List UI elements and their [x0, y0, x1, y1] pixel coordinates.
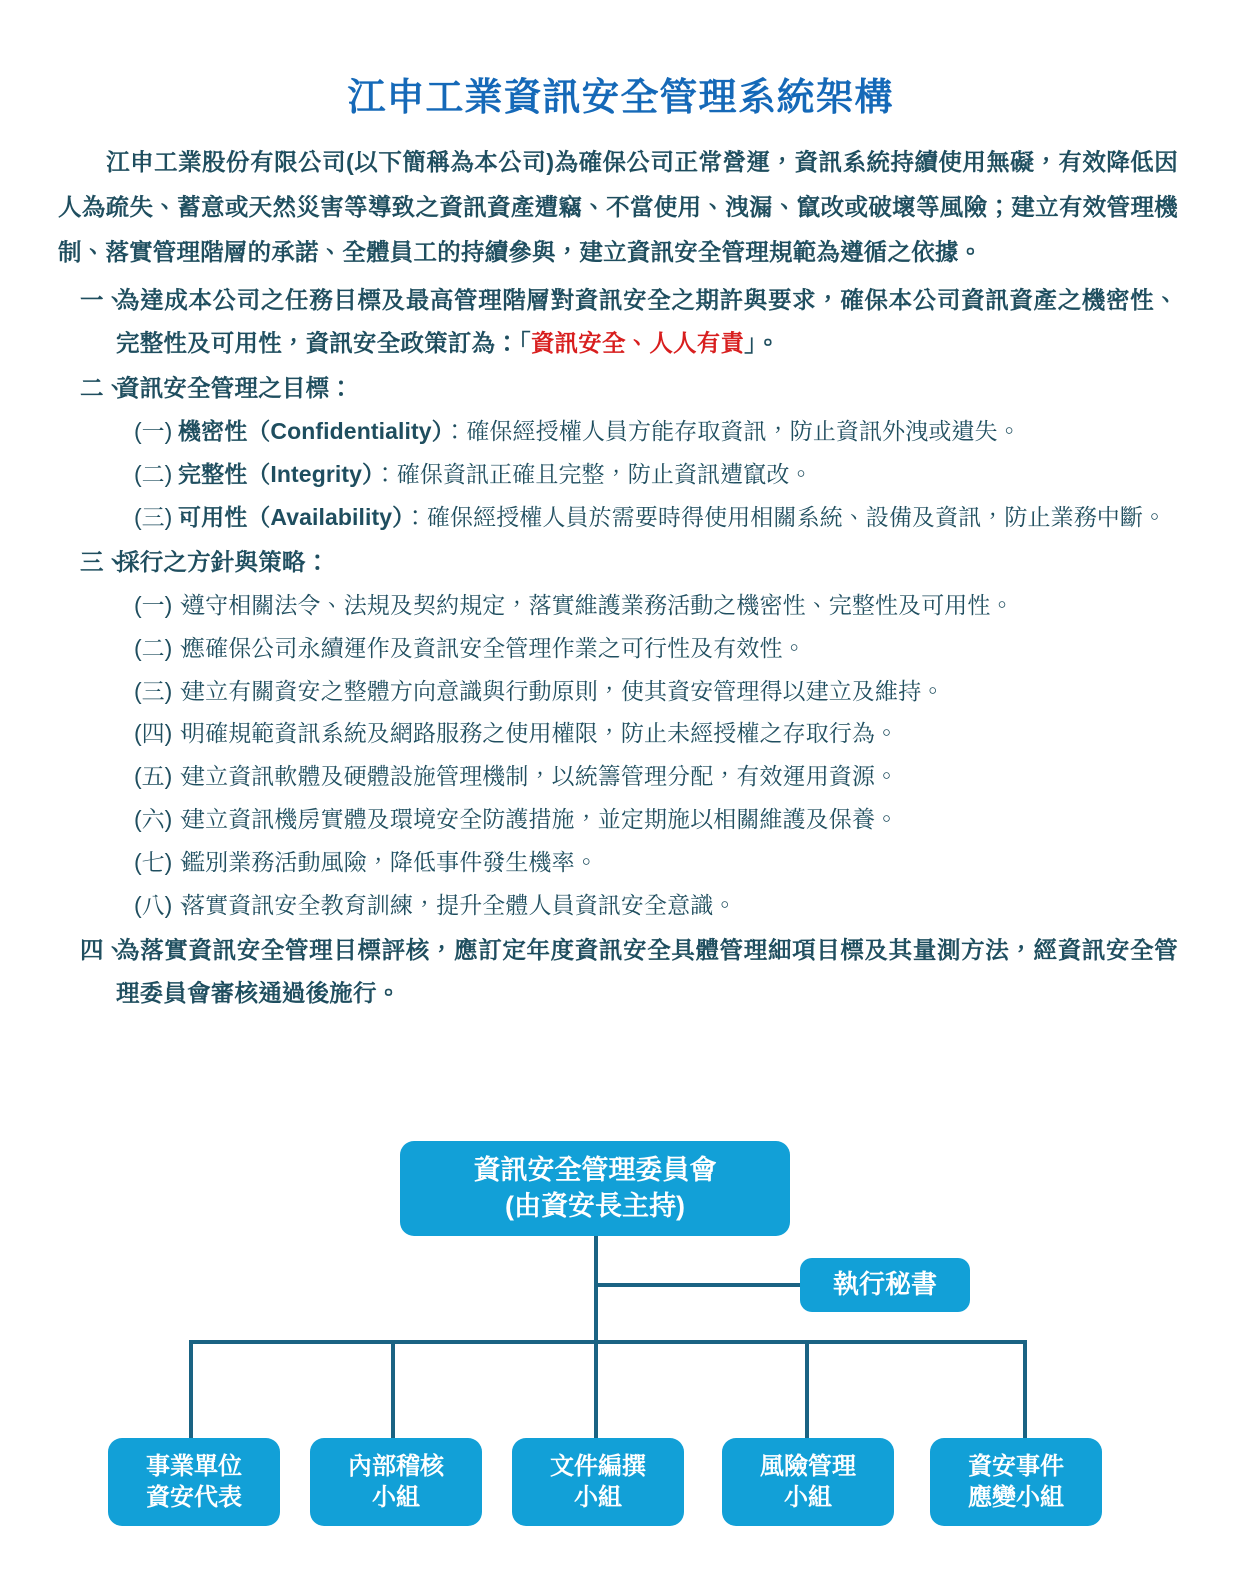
- section-3-item-4-marker: (四)、: [134, 720, 196, 747]
- connector-committee-stem: [594, 1234, 598, 1344]
- connector-drop-team-5: [1023, 1340, 1027, 1440]
- section-3-item-2: [58, 628, 1178, 670]
- section-3-item-7: [58, 842, 1178, 884]
- section-1-marker: 一、: [80, 287, 127, 314]
- section-3-item-4: [58, 713, 1178, 755]
- connector-drop-team-4: [805, 1340, 809, 1440]
- page-title: 江申工業資訊安全管理系統架構: [347, 77, 894, 119]
- section-3-item-8: [58, 885, 1178, 927]
- section-3-item-6: [58, 799, 1178, 841]
- section-3-item-5: [58, 756, 1178, 798]
- org-node-internal-audit-team: [310, 1438, 482, 1526]
- org-node-risk-management-team: [722, 1438, 894, 1526]
- section-3-item-6-text: 建立資訊機房實體及環境安全防護措施，並定期施以相關維護及保養。: [182, 806, 899, 833]
- policy-document-body: [58, 140, 1178, 1015]
- org-node-documentation-team-line1: 文件編撰: [550, 1452, 646, 1480]
- section-3-item-8-marker: (八)、: [134, 891, 196, 918]
- section-3-item-2-marker: (二)、: [134, 634, 196, 661]
- goal-availability-label: 可用性（Availability）: [178, 504, 404, 531]
- section-1: [58, 279, 1178, 365]
- section-2-item-1: [58, 411, 1178, 453]
- section-3-item-2-text: 應確保公司永續運作及資訊安全管理作業之可行性及有效性。: [182, 634, 806, 661]
- section-3-item-5-marker: (五)、: [134, 763, 196, 790]
- org-node-committee-line2: (由資安長主持): [505, 1190, 685, 1221]
- org-node-risk-management-team-line1: 風險管理: [760, 1452, 856, 1480]
- org-node-committee: [400, 1141, 790, 1236]
- section-3-item-7-text: 鑑別業務活動風險，降低事件發生機率。: [182, 849, 598, 876]
- section-3-item-3-text: 建立有關資安之整體方向意識與行動原則，使其資安管理得以建立及維持。: [182, 677, 945, 704]
- section-2-marker: 二、: [80, 375, 127, 402]
- section-3-item-1: [58, 585, 1178, 627]
- org-node-business-unit-rep: [108, 1438, 280, 1526]
- org-node-documentation-team-line2: 小組: [574, 1484, 622, 1511]
- goal-confidentiality-desc: ：確保經授權人員方能存取資訊，防止資訊外洩或遺失。: [443, 418, 1021, 445]
- org-node-internal-audit-team-line1: 內部稽核: [348, 1452, 444, 1480]
- connector-drop-team-1: [189, 1340, 193, 1440]
- intro-paragraph: 江申工業股份有限公司(以下簡稱為本公司)為確保公司正常營運，資訊系統持續使用無礙，有效降低因人為疏失、蓄意或天然災害等導致之資訊資產遭竊、不當使用、洩漏、竄改或破壞等風險；建立有效管理機制、落實管理階層的承諾、全體員工的持續參與，建立資訊安全管理規範為遵循之依據。: [58, 149, 1178, 266]
- connector-to-secretary: [594, 1283, 802, 1287]
- org-node-documentation-team: [512, 1438, 684, 1526]
- section-3-item-3: [58, 671, 1178, 713]
- connector-drop-team-2: [391, 1340, 395, 1440]
- section-2-item-3-marker: (三)、: [134, 504, 196, 531]
- connector-drop-team-3: [594, 1340, 598, 1440]
- section-2-item-1-text: [162, 411, 1178, 453]
- section-4-text: 為落實資訊安全管理目標評核，應訂定年度資訊安全具體管理細項目標及其量測方法，經資訊安全管理委員會審核通過後施行。: [116, 936, 1178, 1006]
- org-node-business-unit-rep-line1: 事業單位: [146, 1452, 242, 1480]
- org-node-executive-secretary: [800, 1258, 970, 1312]
- section-3-item-6-marker: (六)、: [134, 806, 196, 833]
- goal-availability-desc: ：確保經授權人員於需要時得使用相關系統、設備及資訊，防止業務中斷。: [403, 504, 1167, 531]
- section-2-item-1-marker: (一)、: [134, 418, 196, 445]
- section-4-marker: 四、: [80, 936, 127, 963]
- org-node-incident-response-team-line1: 資安事件: [968, 1452, 1064, 1480]
- org-node-internal-audit-team-line2: 小組: [372, 1484, 420, 1511]
- org-node-committee-line1: 資訊安全管理委員會: [473, 1155, 717, 1186]
- org-node-incident-response-team-line2: 應變小組: [968, 1484, 1064, 1511]
- section-2-item-2: [58, 454, 1178, 496]
- goal-integrity-label: 完整性（Integrity）: [178, 461, 374, 488]
- section-3-marker: 三、: [80, 548, 127, 575]
- org-node-risk-management-team-line2: 小組: [784, 1484, 832, 1511]
- section-3-item-7-marker: (七)、: [134, 849, 196, 876]
- section-2: [58, 367, 1178, 410]
- section-2-item-2-marker: (二)、: [134, 461, 196, 488]
- goal-integrity-desc: ：確保資訊正確且完整，防止資訊遭竄改。: [373, 461, 813, 488]
- section-3: [58, 541, 1178, 584]
- connector-horizontal-bus: [189, 1340, 1027, 1344]
- policy-slogan: 資訊安全、人人有責: [530, 330, 745, 357]
- org-node-incident-response-team: [930, 1438, 1102, 1526]
- section-4: [58, 929, 1178, 1015]
- section-2-item-3-text: [162, 497, 1178, 539]
- section-1-text-before: 為達成本公司之任務目標及最高管理階層對資訊安全之期許與要求，確保本公司資訊資產之機密性、完整性及可用性，資訊安全政策訂為：「: [116, 287, 1178, 357]
- org-node-executive-secretary-line1: 執行秘書: [832, 1269, 937, 1300]
- section-3-heading: 採行之方針與策略：: [116, 548, 330, 575]
- section-2-heading: 資訊安全管理之目標：: [116, 375, 353, 402]
- section-1-text-after: 」。: [744, 330, 780, 357]
- section-3-item-1-marker: (一)、: [134, 591, 196, 618]
- section-1-text: [116, 279, 1178, 365]
- org-chart: [0, 1100, 1241, 1570]
- org-node-business-unit-rep-line2: 資安代表: [146, 1484, 242, 1511]
- section-3-item-4-text: 明確規範資訊系統及網路服務之使用權限，防止未經授權之存取行為。: [182, 720, 899, 747]
- section-2-item-2-text: [162, 454, 1178, 496]
- section-3-item-8-text: 落實資訊安全教育訓練，提升全體人員資訊安全意識。: [182, 891, 737, 918]
- section-3-item-5-text: 建立資訊軟體及硬體設施管理機制，以統籌管理分配，有效運用資源。: [182, 763, 899, 790]
- section-3-item-3-marker: (三)、: [134, 677, 196, 704]
- section-2-item-3: [58, 497, 1178, 539]
- goal-confidentiality-label: 機密性（Confidentiality）: [178, 418, 444, 445]
- section-3-item-1-text: 遵守相關法令、法規及契約規定，落實維護業務活動之機密性、完整性及可用性。: [182, 591, 1014, 618]
